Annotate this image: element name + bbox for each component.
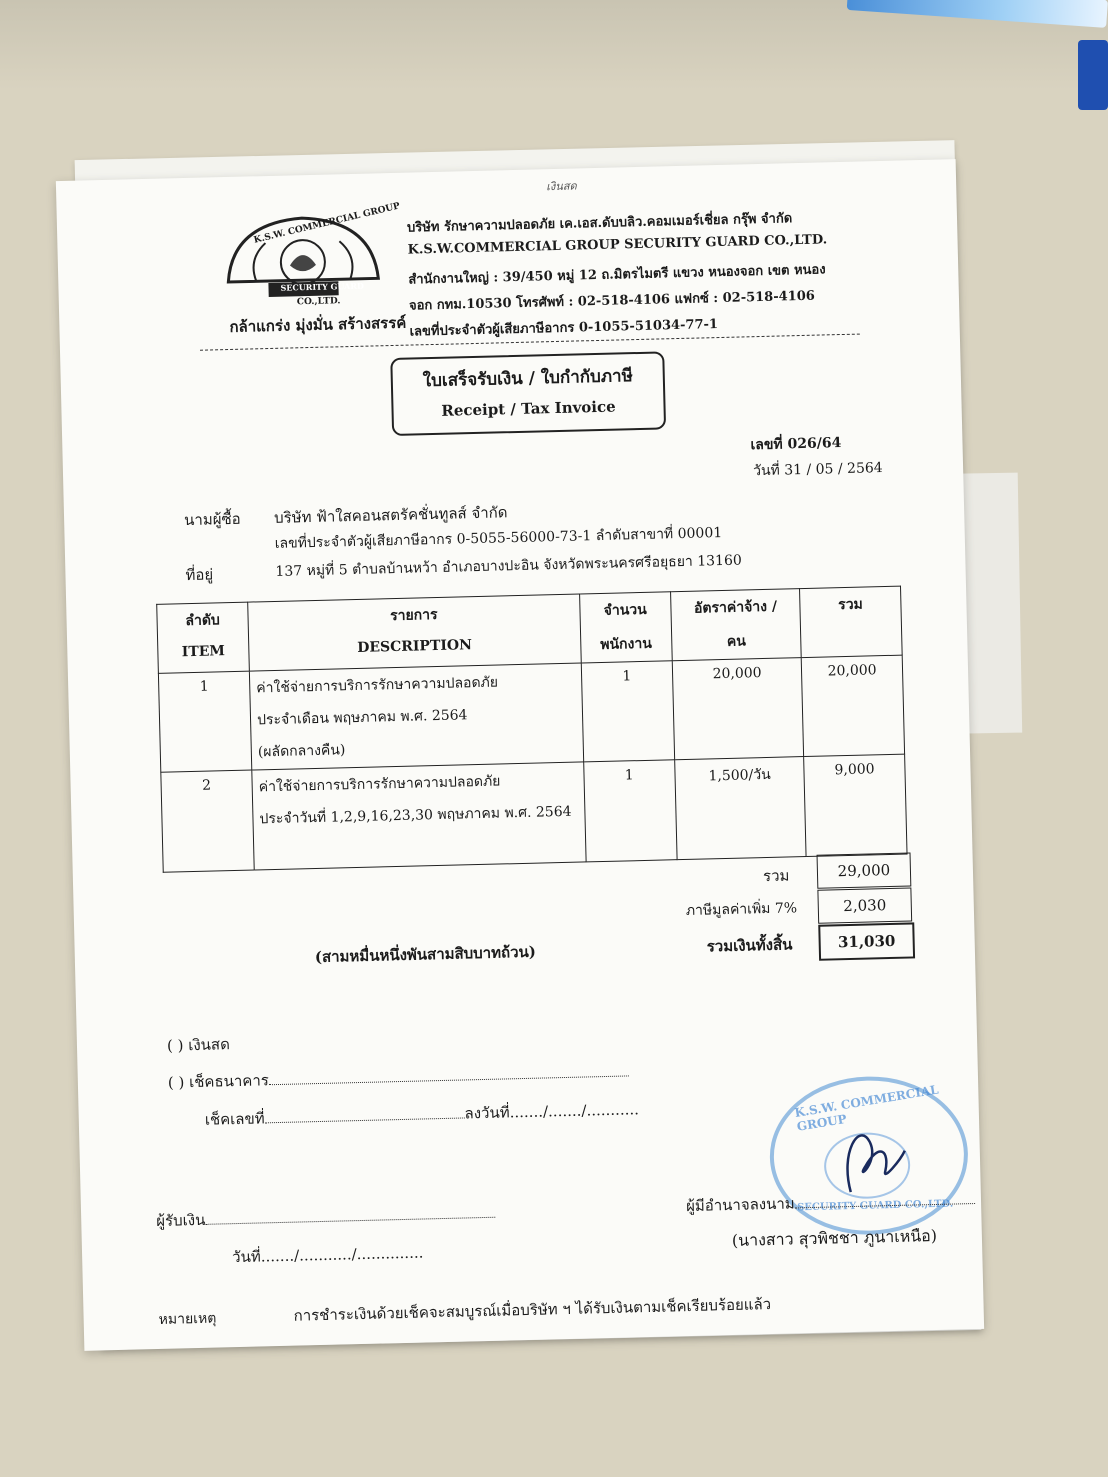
company-address-1: สำนักงานใหญ่ : 39/450 หมู่ 12 ถ.มิตรไมตรี แขวง หนองจอก เขต หนอง: [408, 262, 826, 288]
items-table: [156, 586, 907, 873]
row-quantity: 1: [581, 661, 675, 762]
logo-bottom-text: CO.,LTD.: [296, 296, 341, 308]
authorized-signature-line: ผู้มีอำนาจลงนาม: [686, 1187, 975, 1218]
header-quantity: จำนวน พนักงาน: [579, 592, 672, 663]
authorized-name: (นางสาว สุวพิชชา ภูนาเหนือ): [731, 1225, 938, 1250]
document-number: เลขที่ 026/64: [750, 435, 842, 454]
amount-in-words: (สามหมื่นหนึ่งพันสามสิบบาทถ้วน): [314, 942, 537, 967]
logo-top-text: K.S.W. COMMERCIAL GROUP: [252, 201, 402, 246]
stamp-bottom-text: SECURITY GUARD CO.,LTD.: [797, 1198, 954, 1214]
logo-slogan: กล้าแกร่ง มุ่งมั่น สร้างสรรค์: [229, 313, 407, 336]
table-row: [158, 655, 904, 772]
header-rate: อัตราค่าจ้าง / คน: [671, 589, 802, 661]
header-item: ลำดับ ITEM: [157, 602, 250, 673]
document-date: วันที่ 31 / 05 / 2564: [752, 460, 883, 480]
row-rate: 20,000: [672, 658, 804, 760]
header-description: รายการ DESCRIPTION: [248, 594, 581, 671]
row-item: 1: [158, 671, 251, 772]
company-address-2: จอก กทม.10530 โทรศัพท์ : 02-518-4106 แฟกซ์ : 02-518-4106: [408, 288, 816, 314]
vat-value: 2,030: [817, 887, 912, 923]
row-item: 2: [161, 770, 254, 872]
logo-mid-text: SECURITY GUARD: [280, 280, 365, 293]
title-th: ใบเสร็จรับเงิน / ใบกำกับภาษี: [422, 366, 634, 392]
row-total: 20,000: [801, 655, 904, 756]
buyer-name-label: นามผู้ซื้อ: [183, 509, 241, 530]
buyer-address-label: ที่อยู่: [185, 565, 214, 585]
row-quantity: 1: [583, 760, 677, 862]
document-title-box: [390, 351, 666, 436]
margin-note: เงินสด: [545, 179, 577, 194]
company-name-th: บริษัท รักษาความปลอดภัย เค.เอส.ดับบลิว.คอมเมอร์เชี่ยล กรุ๊พ จำกัด: [406, 211, 793, 236]
row-rate: 1,500/วัน: [675, 757, 807, 860]
header-total: รวม: [800, 586, 902, 657]
buyer-tax-id: เลขที่ประจำตัวผู้เสียภาษีอากร 0-5055-56000-73-1 ลำดับสาขาที่ 00001: [274, 524, 723, 552]
grand-total-value: 31,030: [818, 922, 915, 960]
buyer-name: บริษัท ฟ้าใสคอนสตรัคชั่นทูลส์ จำกัด: [273, 503, 508, 527]
stamp-top-text: K.S.W. COMMERCIAL GROUP: [793, 1082, 940, 1134]
row-total: 9,000: [804, 754, 907, 856]
receipt-document: [56, 159, 984, 1351]
title-en: Receipt / Tax Invoice: [441, 397, 616, 420]
cheque-details: เช็คเลขที่ ลงวันที่......./......./...........: [204, 1100, 640, 1129]
subtotal-value: 29,000: [817, 852, 912, 888]
payment-cheque: ( ) เช็คธนาคาร: [168, 1059, 629, 1094]
company-name-en: K.S.W.COMMERCIAL GROUP SECURITY GUARD CO.,LTD.: [407, 232, 828, 258]
pen-cap: [1078, 40, 1108, 110]
payment-cash: ( ) เงินสด: [166, 1035, 231, 1055]
note-label: หมายเหตุ: [158, 1310, 217, 1328]
buyer-address: 137 หมู่ที่ 5 ตำบลบ้านหว้า อำเภอบางปะอิน จังหวัดพระนครศรีอยุธยา 13160: [275, 552, 742, 580]
table-row: [161, 754, 907, 872]
row-description: ค่าใช้จ่ายการบริการรักษาความปลอดภัย ประจำเดือน พฤษภาคม พ.ศ. 2564 (ผลัดกลางคืน): [249, 663, 583, 770]
grand-total-label: รวมเงินทั้งสิ้น: [706, 935, 793, 956]
note-text: การชำระเงินด้วยเช็คจะสมบูรณ์เมื่อบริษัท ฯ ได้รับเงินตามเช็คเรียบร้อยแล้ว: [293, 1295, 772, 1325]
receiver-date: วันที่......./.........../..............: [231, 1243, 424, 1267]
receiver-signature-line: ผู้รับเงิน: [156, 1201, 496, 1233]
company-tax-id: เลขที่ประจำตัวผู้เสียภาษีอากร 0-1055-51034-77-1: [409, 317, 719, 340]
vat-label: ภาษีมูลค่าเพิ่ม 7%: [685, 900, 798, 919]
row-description: ค่าใช้จ่ายการบริการรักษาความปลอดภัย ประจำวันที่ 1,2,9,16,23,30 พฤษภาคม พ.ศ. 2564: [252, 762, 586, 870]
subtotal-label: รวม: [762, 866, 790, 886]
